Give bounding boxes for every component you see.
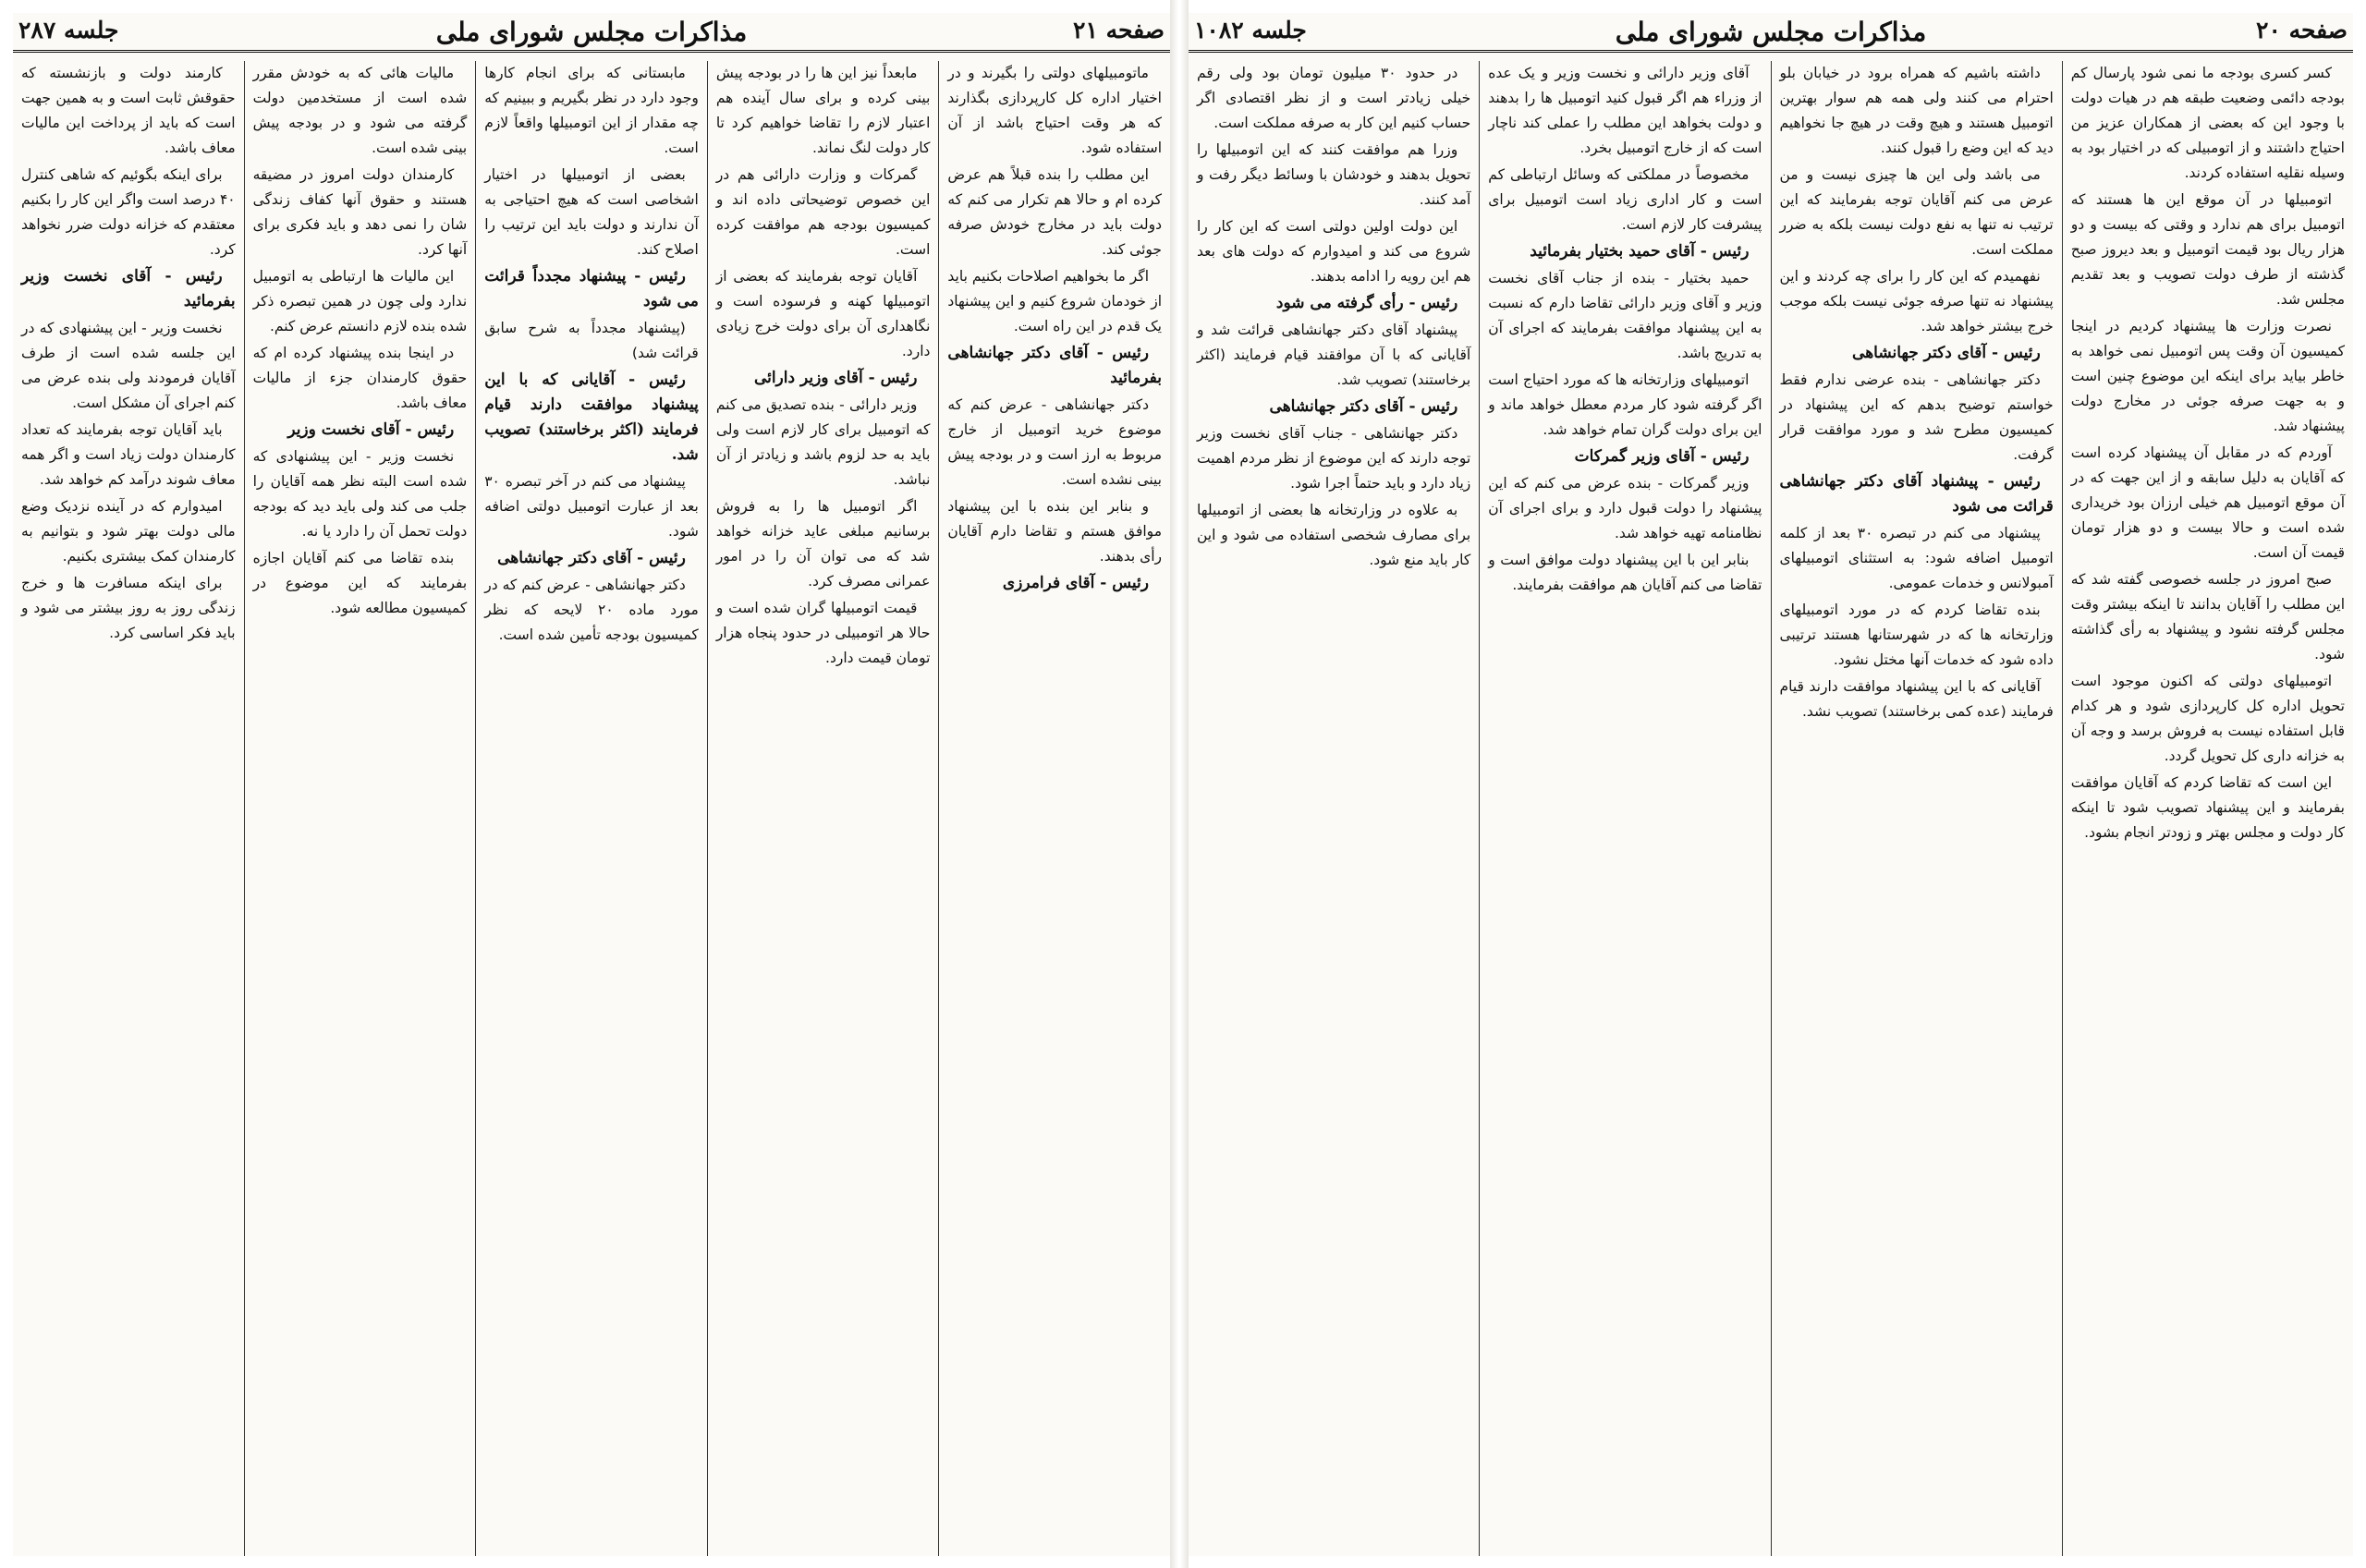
- right-page-header: [1189, 13, 2353, 53]
- speaker-line: رئیس - آقای دکتر جهانشاهی بفرمائید: [947, 344, 1162, 387]
- left-page: [13, 13, 1170, 1556]
- paragraph: دکتر جهانشاهی - عرض کنم که موضوع خرید اتومبیل از خارج مربوط به ارز است و در بودجه پیش بینی نشده است.: [947, 396, 1162, 488]
- left-page-session: جلسه ۲۸۷: [18, 17, 119, 43]
- paragraph: مخصوصاً در مملکتی که وسائل ارتباطی کم است و کار اداری زیاد است اتومبیل برای پیشرفت کار لازم است.: [1488, 166, 1762, 233]
- speaker-line: رئیس - آقای دکتر جهانشاهی: [1269, 397, 1458, 416]
- speaker-line: رئیس - آقایانی که با این پیشنهاد موافقت دارند قیام فرمایند (اکثر برخاستند) تصویب شد.: [484, 371, 699, 464]
- speaker-line: رئیس - رأی گرفته می شود: [1275, 294, 1458, 312]
- text-column: [1771, 61, 2062, 1556]
- paragraph: اگر ما بخواهیم اصلاحات بکنیم باید از خودمان شروع کنیم و این پیشنهاد یک قدم در این راه است.: [947, 268, 1162, 334]
- paragraph: بنده تقاضا کردم که در مورد اتومبیلهای وزارتخانه ها که در شهرستانها هستند ترتیبی داده شود که خدمات آنها مختل نشود.: [1779, 602, 2054, 668]
- left-page-number: صفحه ۲۱: [1073, 17, 1165, 43]
- right-page-title: مذاکرات مجلس شورای ملی: [1615, 17, 1927, 47]
- paragraph: مابعداً نیز این ها را در بودجه پیش بینی کرده و برای سال آینده هم اعتبار لازم را تقاضا خواهیم کرد تا کار دولت لنگ نماند.: [715, 65, 931, 156]
- paragraph: اتومبیلها در آن موقع این ها هستند که اتومبیل برای هم ندارد و وقتی که بیست و دو هزار ریال بود قیمت اتومبیل و بعد دیروز صبح گذشته از طرف دولت تصویب و بعد تقدیم مجلس شد.: [2070, 191, 2345, 308]
- paragraph: نخست وزیر - این پیشنهادی که در این جلسه شده است از طرف آقایان فرمودند ولی بنده عرض می کنم اجرای آن مشکل است.: [21, 320, 236, 411]
- paragraph: نصرت وزارت ها پیشنهاد کردیم در اینجا کمیسیون آن وقت پس اتومبیل نمی خواهد به خاطر بیاید برای اینکه این موضوع چنین است و به جهت صرفه جوئی در مخارج دولت پیشنهاد شد.: [2070, 318, 2345, 434]
- paragraph: مابستانی که برای انجام کارها وجود دارد در نظر بگیریم و ببینیم که چه مقدار از این اتومبیلها واقعاً لازم است.: [484, 65, 699, 156]
- paragraph: کسر کسری بودجه ما نمی شود پارسال کم بودجه دائمی وضعیت طبقه هم در هیات دولت با وجود این که بعضی از همکاران عزیز من احتیاج داشتند و از اتومبیلی که در اختیار بود به وسیله نقلیه استفاده کردند.: [2070, 65, 2345, 181]
- paragraph: پیشنهاد می کنم در تبصره ۳۰ بعد از کلمه اتومبیل اضافه شود: به استثنای اتومبیلهای آمبولانس و خدمات عمومی.: [1779, 525, 2054, 591]
- paragraph: این مطلب را بنده قبلاً هم عرض کرده ام و حالا هم تکرار می کنم که دولت باید در مخارج خودش صرفه جوئی کند.: [947, 166, 1162, 258]
- paragraph: آقایان توجه بفرمایند که بعضی از اتومبیلها کهنه و فرسوده است و نگاهداری آن برای دولت خرج زیادی دارد.: [715, 268, 931, 359]
- speaker-line: رئیس - آقای نخست وزیر بفرمائید: [21, 267, 236, 310]
- paragraph: امیدوارم که در آینده نزدیک وضع مالی دولت بهتر شود و بتوانیم به کارمندان کمک بیشتری بکنیم.: [21, 498, 236, 565]
- text-column: [1189, 61, 1479, 1556]
- text-column: [938, 61, 1170, 1556]
- paragraph: صبح امروز در جلسه خصوصی گفته شد که این مطلب را آقایان بدانند تا اینکه بیشتر وقت مجلس گرفته نشود و پیشنهاد به رأی گذاشته شود.: [2070, 571, 2345, 662]
- paragraph: آقای وزیر دارائی و نخست وزیر و یک عده از وزراء هم اگر قبول کنید اتومبیل ها را بدهند و دولت بخواهد این مطلب را عملی کند ناچار است که از خارج اتومبیل بخرد.: [1488, 65, 1762, 156]
- paragraph: این دولت اولین دولتی است که این کار را شروع می کند و امیدوارم که دولت های بعد هم این رویه را ادامه بدهند.: [1197, 218, 1471, 285]
- left-page-columns: [13, 61, 1170, 1556]
- text-column: [2062, 61, 2353, 1556]
- paragraph: این است که تقاضا کردم که آقایان موافقت بفرمایند و این پیشنهاد تصویب شود تا اینکه کار دولت و مجلس بهتر و زودتر انجام بشود.: [2070, 774, 2345, 841]
- paragraph: در حدود ۳۰ میلیون تومان بود ولی رقم خیلی زیادتر است و از نظر اقتصادی اگر حساب کنیم این کار به صرفه مملکت است.: [1197, 65, 1471, 131]
- speaker-line: رئیس - آقای دکتر جهانشاهی: [1852, 344, 2041, 362]
- paragraph: باید آقایان توجه بفرمایند که تعداد کارمندان دولت زیاد است و اگر همه معاف شوند درآمد کم خواهد شد.: [21, 421, 236, 488]
- paragraph: برای اینکه مسافرت ها و خرج زندگی روز به روز بیشتر می شود و باید فکر اساسی کرد.: [21, 575, 236, 641]
- speaker-line: رئیس - آقای دکتر جهانشاهی: [497, 549, 686, 567]
- text-column: [1479, 61, 1770, 1556]
- paragraph: وزیر دارائی - بنده تصدیق می کنم که اتومبیل برای کار لازم است ولی باید به حد لزوم باشد و زیادتر از آن نباشد.: [715, 396, 931, 488]
- paragraph: پیشنهاد آقای دکتر جهانشاهی قرائت شد و آقایانی که با آن موافقند قیام فرمایند (اکثر برخاستند) تصویب شد.: [1197, 322, 1471, 388]
- paragraph: در اینجا بنده پیشنهاد کرده ام که حقوق کارمندان جزء از مالیات معاف باشد.: [252, 345, 468, 411]
- paragraph: کارمندان دولت امروز در مضیقه هستند و حقوق آنها کفاف زندگی شان را نمی دهد و باید فکری برای آنها کرد.: [252, 166, 468, 258]
- paragraph: مالیات هائی که به خودش مقرر شده است از مستخدمین دولت گرفته می شود و در بودجه پیش بینی شده است.: [252, 65, 468, 156]
- text-column: [707, 61, 939, 1556]
- paragraph: حمید بختیار - بنده از جناب آقای نخست وزیر و آقای وزیر دارائی تقاضا دارم که نسبت به این پیشنهاد موافقت بفرمایند که اجرای آن به تدریج باشد.: [1488, 270, 1762, 361]
- paragraph: اتومبیلهای وزارتخانه ها که مورد احتیاج است اگر گرفته شود کار مردم معطل خواهد ماند و این برای دولت گران تمام خواهد شد.: [1488, 371, 1762, 438]
- paragraph: بنابر این با این پیشنهاد دولت موافق است و تقاضا می کنم آقایان هم موافقت بفرمایند.: [1488, 552, 1762, 593]
- right-page-number: صفحه ۲۰: [2256, 17, 2348, 43]
- paragraph: وزیر گمرکات - بنده عرض می کنم که این پیشنهاد را دولت قبول دارد و برای اجرای آن نظامنامه تهیه خواهد شد.: [1488, 475, 1762, 541]
- page-gutter: [1170, 0, 1189, 1568]
- text-column: [244, 61, 476, 1556]
- paragraph: می باشد ولی این ها چیزی نیست و من عرض می کنم آقایان توجه بفرمایند که این ترتیب نه تنها به نفع دولت نیست بلکه به ضرر مملکت است.: [1779, 166, 2054, 258]
- paragraph: ماتومبیلهای دولتی را بگیرند و در اختیار اداره کل کارپردازی بگذارند که هر وقت احتیاج باشد از آن استفاده شود.: [947, 65, 1162, 156]
- paragraph: و بنابر این بنده با این پیشنهاد موافق هستم و تقاضا دارم آقایان رأی بدهند.: [947, 498, 1162, 565]
- right-page-columns: [1189, 61, 2353, 1556]
- paragraph: بعضی از اتومبیلها در اختیار اشخاصی است که هیچ احتیاجی به آن ندارند و دولت باید این ترتیب را اصلاح کند.: [484, 166, 699, 258]
- text-column: [475, 61, 707, 1556]
- paragraph: اگر اتومبیل ها را به فروش برسانیم مبلغی عاید خزانه خواهد شد که می توان آن را در امور عمرانی مصرف کرد.: [715, 498, 931, 590]
- paragraph: اتومبیلهای دولتی که اکنون موجود است تحویل اداره کل کارپردازی شود و هر کدام قابل استفاده نیست به فروش برسد و وجه آن به خزانه داری کل تحویل گردد.: [2070, 673, 2345, 764]
- speaker-line: رئیس - پیشنهاد مجدداً قرائت می شود: [484, 267, 699, 310]
- speaker-line: رئیس - آقای وزیر گمرکات: [1574, 447, 1750, 466]
- paragraph: برای اینکه بگوئیم که شاهی کنترل ۴۰ درصد است واگر این کار را بکنیم معتقدم که خزانه دولت ضرر نخواهد کرد.: [21, 166, 236, 258]
- paragraph: کارمند دولت و بازنشسته که حقوقش ثابت است و به همین جهت است که باید از پرداخت این مالیات معاف باشد.: [21, 65, 236, 156]
- text-column: [13, 61, 244, 1556]
- paragraph: قیمت اتومبیلها گران شده است و حالا هر اتومبیلی در حدود پنجاه هزار تومان قیمت دارد.: [715, 600, 931, 666]
- left-page-header: [13, 13, 1170, 53]
- paragraph: بنده تقاضا می کنم آقایان اجازه بفرمایند که این موضوع در کمیسیون مطالعه شود.: [252, 550, 468, 616]
- speaker-line: رئیس - آقای حمید بختیار بفرمائید: [1530, 242, 1750, 261]
- right-page-session: جلسه ۱۰۸۲: [1194, 17, 1307, 43]
- paragraph: (پیشنهاد مجدداً به شرح سابق قرائت شد): [484, 320, 699, 361]
- paragraph: وزرا هم موافقت کنند که این اتومبیلها را تحویل بدهند و خودشان با وسائط دیگر رفت و آمد کنند.: [1197, 141, 1471, 208]
- paragraph: نفهمیدم که این کار را برای چه کردند و این پیشنهاد نه تنها صرفه جوئی نیست بلکه موجب خرج بیشتر خواهد شد.: [1779, 268, 2054, 334]
- speaker-line: رئیس - آقای وزیر دارائی: [753, 369, 918, 387]
- paragraph: گمرکات و وزارت دارائی هم در این خصوص توضیحاتی داده اند و کمیسیون بودجه هم موافقت کرده است.: [715, 166, 931, 258]
- paragraph: دکتر جهانشاهی - جناب آقای نخست وزیر توجه دارند که این موضوع از نظر مردم اهمیت زیاد دارد و باید حتماً اجرا شود.: [1197, 425, 1471, 492]
- right-page: [1189, 13, 2353, 1556]
- paragraph: این مالیات ها ارتباطی به اتومبیل ندارد ولی چون در همین تبصره ذکر شده بنده لازم دانستم عرض کنم.: [252, 268, 468, 334]
- paragraph: دکتر جهانشاهی - بنده عرضی ندارم فقط خواستم توضیح بدهم که این پیشنهاد در کمیسیون مطرح شد و مورد موافقت قرار گرفت.: [1779, 371, 2054, 463]
- paragraph: پیشنهاد می کنم در آخر تبصره ۳۰ بعد از عبارت اتومبیل دولتی اضافه شود.: [484, 473, 699, 540]
- paragraph: نخست وزیر - این پیشنهادی که شده است البته نظر همه آقایان را جلب می کند ولی باید دید که بودجه دولت تحمل آن را دارد یا نه.: [252, 448, 468, 540]
- left-page-title: مذاکرات مجلس شورای ملی: [435, 17, 748, 47]
- paragraph: آقایانی که با این پیشنهاد موافقت دارند قیام فرمایند (عده کمی برخاستند) تصویب نشد.: [1779, 678, 2054, 720]
- paragraph: به علاوه در وزارتخانه ها بعضی از اتومبیلها برای مصارف شخصی استفاده می شود و این کار باید منع شود.: [1197, 502, 1471, 568]
- speaker-line: رئیس - آقای نخست وزیر: [287, 420, 455, 439]
- speaker-line: رئیس - پیشنهاد آقای دکتر جهانشاهی قرائت می شود: [1779, 472, 2054, 516]
- paragraph: داشته باشیم که همراه برود در خیابان بلو احترام می کنند ولی همه هم سوار بهترین اتومبیل هستند و هیچ وقت در هیچ جا نخواهیم دید که این وضع را قبول کنند.: [1779, 65, 2054, 156]
- paragraph: آوردم که در مقابل آن پیشنهاد کرده است که آقایان به دلیل سابقه و از این جهت که در آن موقع اتومبیل هم خیلی ارزان بود خریداری شده است و حالا بیست و دو هزار تومان قیمت آن است.: [2070, 444, 2345, 561]
- speaker-line: رئیس - آقای فرامرزی: [1002, 574, 1149, 592]
- paragraph: دکتر جهانشاهی - عرض کنم که در مورد ماده ۲۰ لایحه که نظر کمیسیون بودجه تأمین شده است.: [484, 577, 699, 643]
